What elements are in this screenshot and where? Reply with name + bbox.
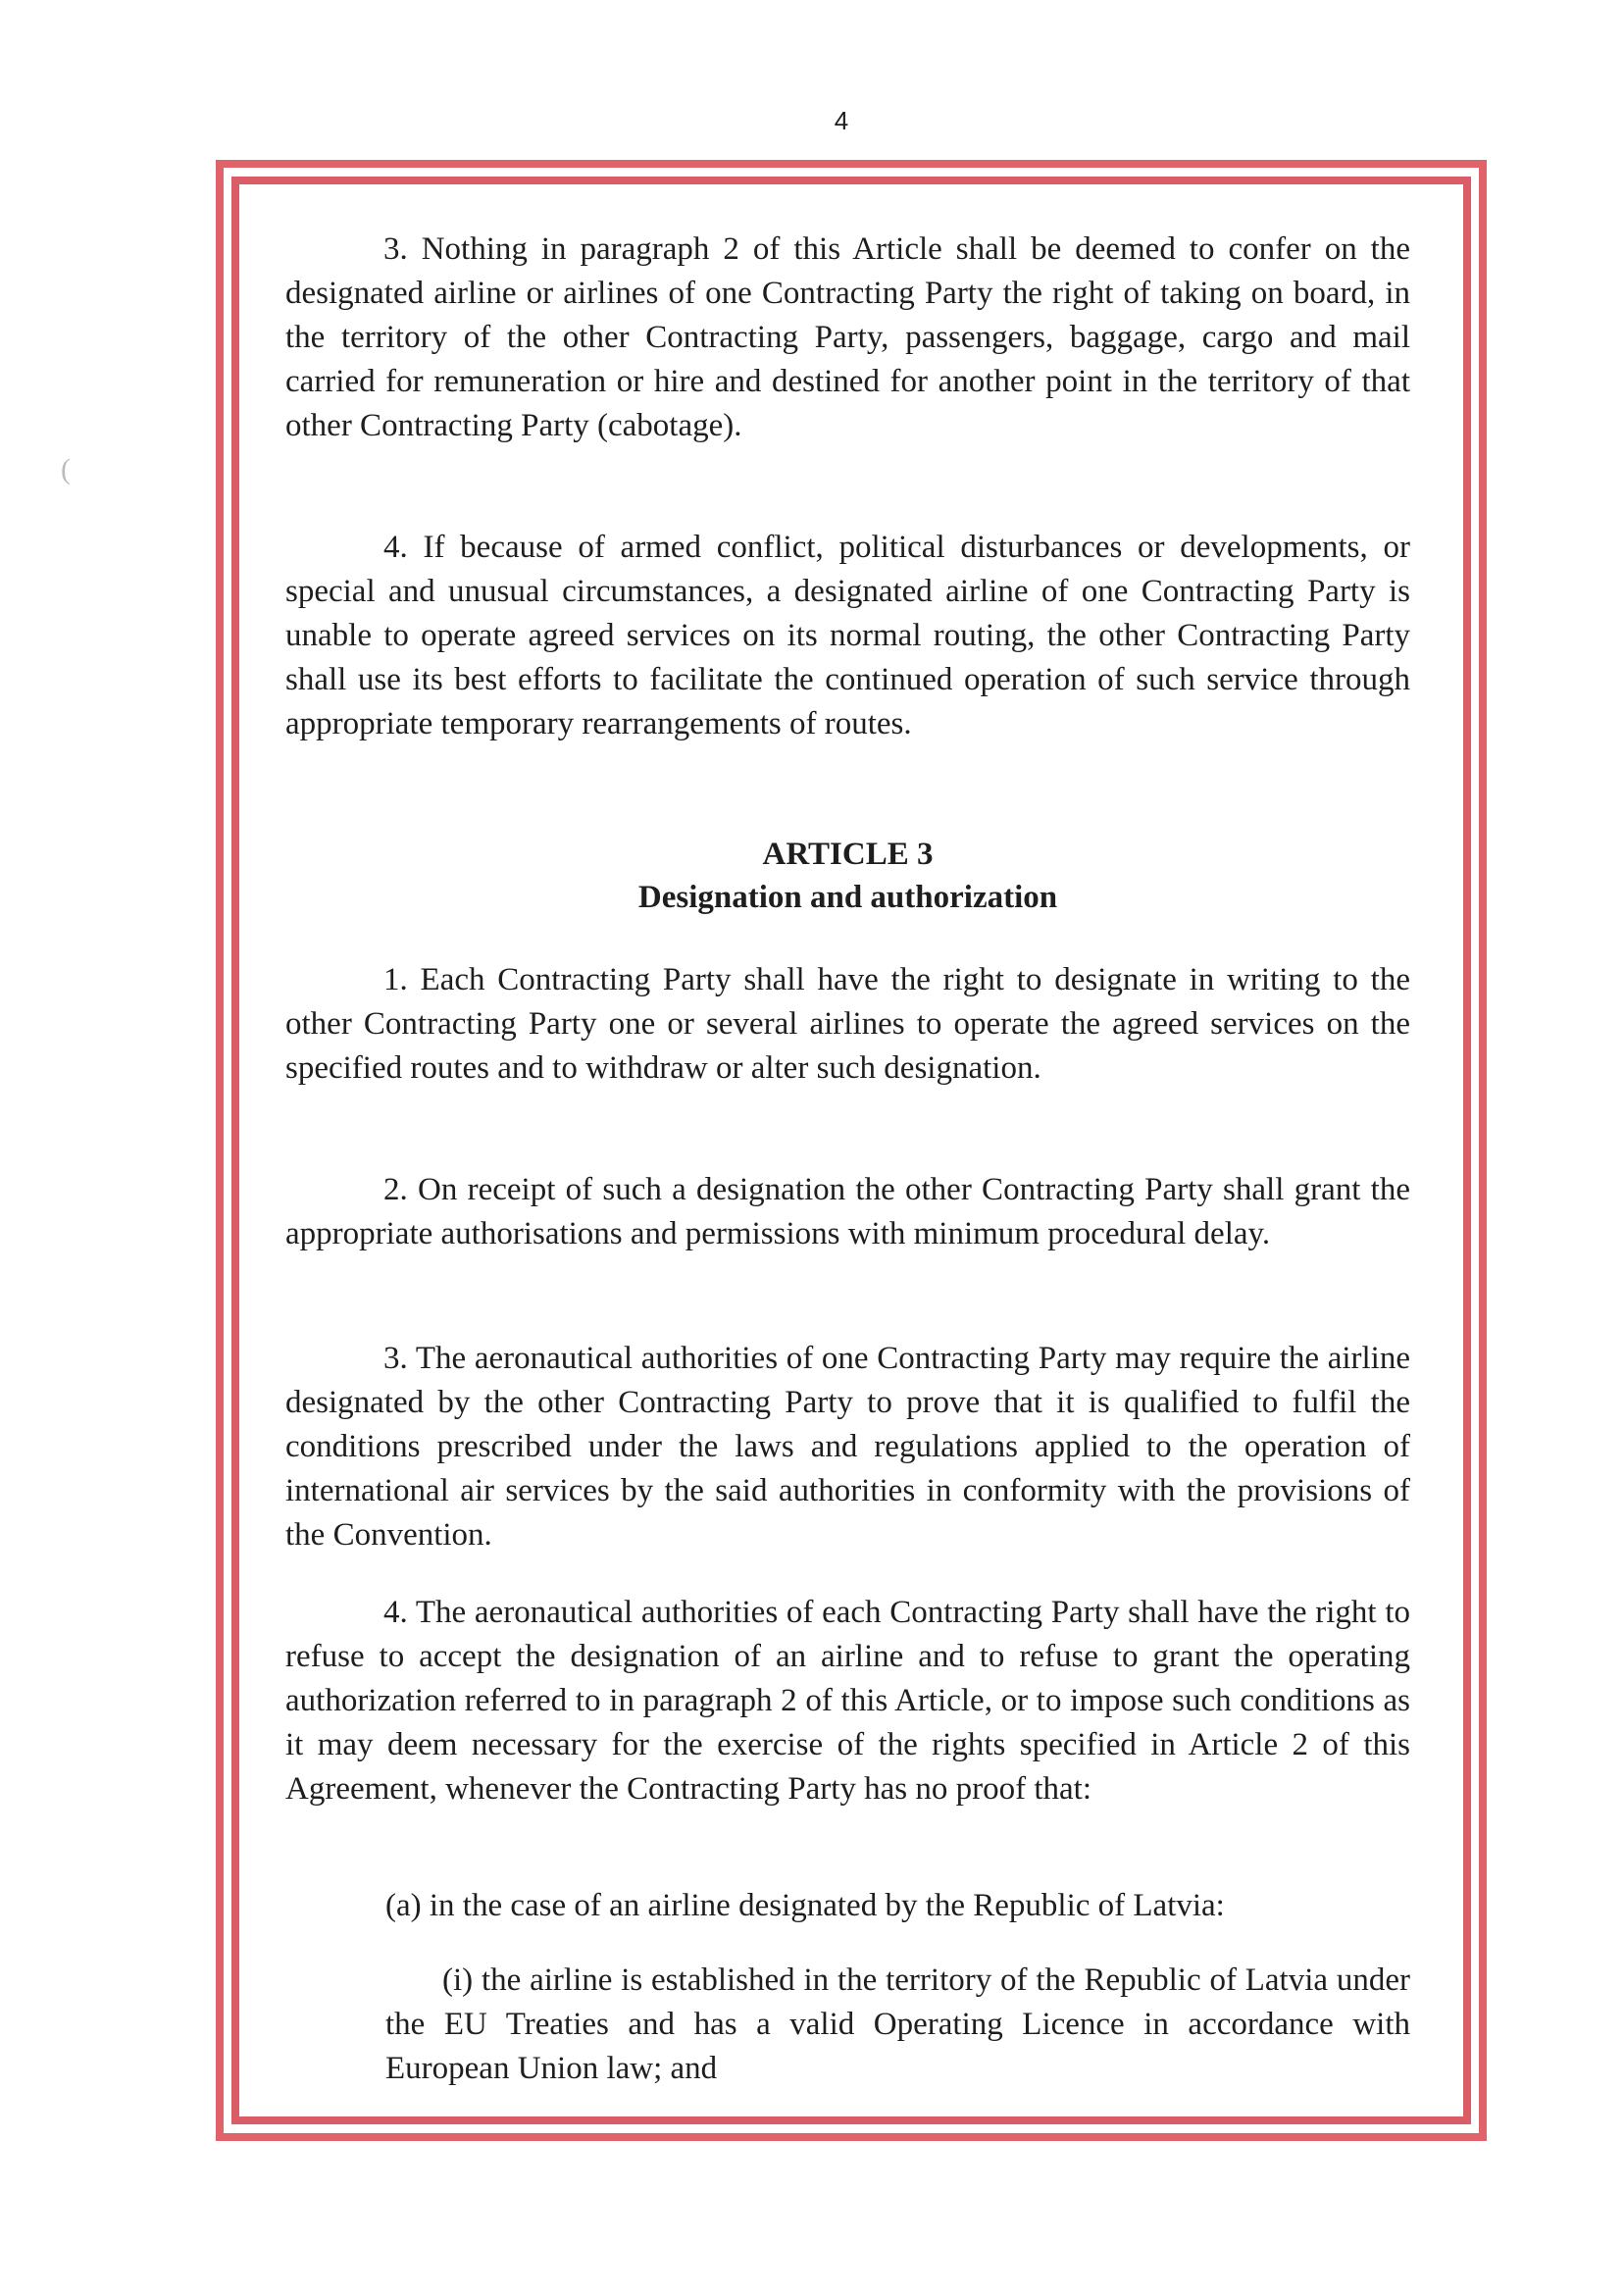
item-a: (a) in the case of an airline designated by the Republic of Latvia: <box>385 1888 1225 1923</box>
article-paragraph-2: 2. On receipt of such a designation the other Contracting Party shall grant the appropriate authorisations and permissions with minimum procedural delay. <box>285 1172 1410 1251</box>
scan-mark: ( <box>61 453 71 485</box>
page-number: 4 <box>834 106 849 135</box>
item-i: (i) the airline is established in the territory of the Republic of Latvia under the EU Treaties and has a valid Operating Licence in accordance with European Union law; and <box>385 1963 1410 2086</box>
article-paragraph-1: 1. Each Contracting Party shall have the right to designate in writing to the other Contracting Party one or several airlines to operate the agreed services on the specified routes and to withdraw or alter such designation. <box>285 962 1410 1086</box>
article-paragraph-4: 4. The aeronautical authorities of each Contracting Party shall have the right to refuse to accept the designation of an airline and to refuse to grant the operating authorization referred to in paragraph 2 of this Article, or to impose such conditions as it may deem necessary for the exercise of the rights specified in Article 2 of this Agreement, whenever the Contracting Party has no proof that: <box>285 1595 1410 1807</box>
page-border-inner <box>231 177 1471 2124</box>
article-paragraph-3: 3. The aeronautical authorities of one Contracting Party may require the airline designated by the other Contracting Party to prove that it is qualified to fulfil the conditions prescribed under the laws and regulations applied to the operation of international air services by the said authorities in conformity with the provisions of the Convention. <box>285 1341 1410 1553</box>
paragraph-3: 3. Nothing in paragraph 2 of this Article shall be deemed to confer on the designated airline or airlines of one Contracting Party the right of taking on board, in the territory of the other Contracting Party, passengers, baggage, cargo and mail carried for remuneration or hire and destined for another point in the territory of that other Contracting Party (cabotage). <box>285 231 1410 443</box>
article-subtitle: Designation and authorization <box>637 880 1058 915</box>
article-title: ARTICLE 3 <box>762 837 934 872</box>
paragraph-4: 4. If because of armed conflict, political disturbances or developments, or special and unusual circumstances, a designated airline of one Contracting Party is unable to operate agreed services on its normal routing, the other Contracting Party shall use its best efforts to facilitate the continued operation of such service through appropriate temporary rearrangements of routes. <box>285 530 1410 741</box>
